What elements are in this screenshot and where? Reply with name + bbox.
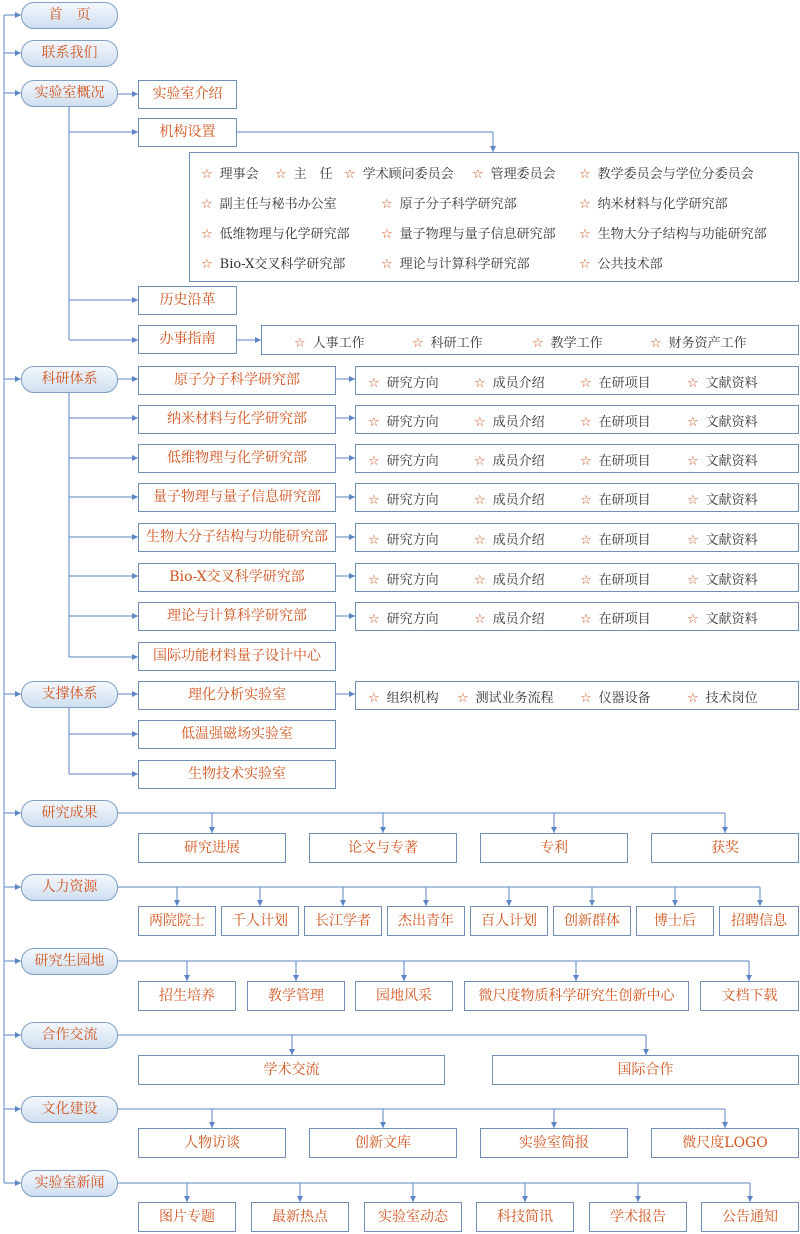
star-icon: ☆ (201, 257, 213, 272)
star-icon: ☆ (275, 167, 287, 182)
dept-items-panel (355, 602, 799, 631)
nav-results[interactable]: 研究成果 (21, 800, 118, 827)
dept-sub-item[interactable]: ☆ 文献资料 (687, 533, 758, 548)
star-icon: ☆ (580, 573, 592, 588)
star-icon: ☆ (687, 573, 699, 588)
star-icon: ☆ (579, 257, 591, 272)
dept-sub-item[interactable]: ☆ 成员介绍 (474, 376, 545, 391)
nav-overview[interactable]: 实验室概况 (21, 80, 118, 107)
news-link[interactable]: 图片专题 (138, 1202, 236, 1232)
support-lab-link[interactable]: 生物技术实验室 (138, 760, 336, 789)
star-icon: ☆ (368, 415, 380, 430)
dept-sub-item[interactable]: ☆ 文献资料 (687, 376, 758, 391)
dept-sub-item[interactable]: ☆ 成员介绍 (474, 493, 545, 508)
overview-org-link[interactable]: 机构设置 (138, 118, 237, 147)
research-dept-link[interactable]: 生物大分子结构与功能研究部 (138, 523, 336, 552)
star-icon: ☆ (579, 197, 591, 212)
research-dept-link[interactable]: 原子分子科学研究部 (138, 366, 336, 395)
star-icon: ☆ (368, 691, 380, 706)
dept-items-panel (355, 483, 799, 512)
dept-sub-item[interactable]: ☆ 在研项目 (580, 415, 651, 430)
dept-sub-item[interactable]: ☆ 文献资料 (687, 454, 758, 469)
nav-support[interactable]: 支撑体系 (21, 681, 118, 708)
dept-sub-item[interactable]: ☆ 在研项目 (580, 533, 651, 548)
nav-research[interactable]: 科研体系 (21, 366, 118, 393)
star-icon: ☆ (580, 376, 592, 391)
star-icon: ☆ (474, 493, 486, 508)
hr-link[interactable]: 长江学者 (304, 906, 382, 936)
coop-academic-link[interactable]: 学术交流 (138, 1055, 445, 1085)
lab-sub-item[interactable]: ☆ 组织机构 (368, 691, 439, 706)
dept-sub-item[interactable]: ☆ 研究方向 (368, 454, 439, 469)
grad-link[interactable]: 园地风采 (355, 981, 453, 1011)
guide-item[interactable]: ☆ 科研工作 (412, 336, 483, 351)
dept-sub-item[interactable]: ☆ 研究方向 (368, 493, 439, 508)
results-progress-link[interactable]: 研究进展 (138, 833, 286, 863)
dept-sub-item[interactable]: ☆ 成员介绍 (474, 612, 545, 627)
nav-coop[interactable]: 合作交流 (21, 1022, 118, 1049)
culture-link[interactable]: 实验室简报 (480, 1128, 628, 1158)
star-icon: ☆ (687, 454, 699, 469)
news-link[interactable]: 科技简讯 (476, 1202, 574, 1232)
star-icon: ☆ (532, 336, 544, 351)
guide-panel (261, 325, 799, 355)
dept-sub-item[interactable]: ☆ 研究方向 (368, 376, 439, 391)
star-icon: ☆ (580, 691, 592, 706)
nav-contact[interactable]: 联系我们 (21, 40, 118, 67)
dept-sub-item[interactable]: ☆ 研究方向 (368, 612, 439, 627)
lab-sub-item[interactable]: ☆ 仪器设备 (580, 691, 651, 706)
nav-grad[interactable]: 研究生园地 (21, 948, 118, 975)
overview-history-link[interactable]: 历史沿革 (138, 286, 237, 315)
results-patents-link[interactable]: 专利 (480, 833, 628, 863)
org-item[interactable]: ☆ 低维物理与化学研究部 (201, 227, 350, 242)
news-link[interactable]: 实验室动态 (364, 1202, 462, 1232)
research-center-link[interactable]: 国际功能材料量子设计中心 (138, 642, 336, 671)
hr-link[interactable]: 创新群体 (553, 906, 631, 936)
star-icon: ☆ (474, 612, 486, 627)
nav-home[interactable]: 首 页 (21, 2, 118, 29)
nav-hr[interactable]: 人力资源 (21, 874, 118, 901)
star-icon: ☆ (201, 167, 213, 182)
grad-link[interactable]: 教学管理 (247, 981, 345, 1011)
star-icon: ☆ (201, 227, 213, 242)
star-icon: ☆ (687, 376, 699, 391)
hr-link[interactable]: 两院院士 (138, 906, 216, 936)
grad-link[interactable]: 招生培养 (138, 981, 236, 1011)
star-icon: ☆ (474, 415, 486, 430)
dept-sub-item[interactable]: ☆ 文献资料 (687, 415, 758, 430)
results-papers-link[interactable]: 论文与专著 (309, 833, 457, 863)
dept-items-panel (355, 366, 799, 395)
org-item[interactable]: ☆ Bio-X交叉科学研究部 (201, 257, 346, 272)
star-icon: ☆ (650, 336, 662, 351)
dept-sub-item[interactable]: ☆ 研究方向 (368, 573, 439, 588)
support-lab-link[interactable]: 低温强磁场实验室 (138, 720, 336, 749)
org-item[interactable]: ☆ 副主任与秘书办公室 (201, 197, 337, 212)
hr-link[interactable]: 百人计划 (470, 906, 548, 936)
star-icon: ☆ (412, 336, 424, 351)
dept-sub-item[interactable]: ☆ 在研项目 (580, 612, 651, 627)
org-item[interactable]: ☆ 学术顾问委员会 (344, 167, 454, 182)
dept-sub-item[interactable]: ☆ 成员介绍 (474, 573, 545, 588)
star-icon: ☆ (474, 376, 486, 391)
org-item[interactable]: ☆ 生物大分子结构与功能研究部 (579, 227, 767, 242)
news-link[interactable]: 最新热点 (251, 1202, 349, 1232)
org-item[interactable]: ☆ 理事会 (201, 167, 259, 182)
star-icon: ☆ (579, 167, 591, 182)
star-icon: ☆ (687, 691, 699, 706)
org-item[interactable]: ☆ 公共技术部 (579, 257, 663, 272)
star-icon: ☆ (580, 454, 592, 469)
star-icon: ☆ (344, 167, 356, 182)
org-item[interactable]: ☆ 量子物理与量子信息研究部 (381, 227, 556, 242)
research-dept-link[interactable]: 量子物理与量子信息研究部 (138, 483, 336, 512)
dept-sub-item[interactable]: ☆ 文献资料 (687, 493, 758, 508)
guide-item[interactable]: ☆ 人事工作 (294, 336, 365, 351)
org-item[interactable]: ☆ 理论与计算科学研究部 (381, 257, 530, 272)
org-item[interactable]: ☆ 教学委员会与学位分委员会 (579, 167, 754, 182)
star-icon: ☆ (368, 454, 380, 469)
dept-sub-item[interactable]: ☆ 在研项目 (580, 493, 651, 508)
lab-items-panel (355, 681, 799, 710)
lab-sub-item[interactable]: ☆ 技术岗位 (687, 691, 758, 706)
support-lab-link[interactable]: 理化分析实验室 (138, 681, 336, 710)
dept-items-panel (355, 523, 799, 552)
dept-sub-item[interactable]: ☆ 研究方向 (368, 533, 439, 548)
research-dept-link[interactable]: 纳米材料与化学研究部 (138, 405, 336, 434)
star-icon: ☆ (580, 533, 592, 548)
results-awards-link[interactable]: 获奖 (651, 833, 799, 863)
dept-items-panel (355, 444, 799, 473)
star-icon: ☆ (580, 415, 592, 430)
dept-sub-item[interactable]: ☆ 成员介绍 (474, 454, 545, 469)
coop-international-link[interactable]: 国际合作 (492, 1055, 799, 1085)
star-icon: ☆ (368, 376, 380, 391)
dept-sub-item[interactable]: ☆ 成员介绍 (474, 533, 545, 548)
star-icon: ☆ (381, 227, 393, 242)
star-icon: ☆ (580, 493, 592, 508)
star-icon: ☆ (474, 573, 486, 588)
research-dept-link[interactable]: Bio-X交叉科学研究部 (138, 563, 336, 592)
dept-items-panel (355, 563, 799, 592)
dept-sub-item[interactable]: ☆ 文献资料 (687, 612, 758, 627)
dept-sub-item[interactable]: ☆ 文献资料 (687, 573, 758, 588)
star-icon: ☆ (687, 533, 699, 548)
research-dept-link[interactable]: 理论与计算科学研究部 (138, 602, 336, 631)
star-icon: ☆ (381, 197, 393, 212)
culture-link[interactable]: 微尺度LOGO (651, 1128, 799, 1158)
star-icon: ☆ (474, 454, 486, 469)
hr-link[interactable]: 博士后 (636, 906, 714, 936)
news-link[interactable]: 公告通知 (701, 1202, 799, 1232)
guide-item[interactable]: ☆ 教学工作 (532, 336, 603, 351)
star-icon: ☆ (580, 612, 592, 627)
culture-link[interactable]: 创新文库 (309, 1128, 457, 1158)
star-icon: ☆ (457, 691, 469, 706)
news-link[interactable]: 学术报告 (589, 1202, 687, 1232)
dept-sub-item[interactable]: ☆ 在研项目 (580, 454, 651, 469)
star-icon: ☆ (368, 533, 380, 548)
lab-sub-item[interactable]: ☆ 测试业务流程 (457, 691, 554, 706)
org-item[interactable]: ☆ 纳米材料与化学研究部 (579, 197, 728, 212)
culture-link[interactable]: 人物访谈 (138, 1128, 286, 1158)
dept-items-panel (355, 405, 799, 434)
grad-link[interactable]: 文档下载 (700, 981, 799, 1011)
hr-link[interactable]: 杰出青年 (387, 906, 465, 936)
research-dept-link[interactable]: 低维物理与化学研究部 (138, 444, 336, 473)
grad-link[interactable]: 微尺度物质科学研究生创新中心 (464, 981, 689, 1011)
nav-news[interactable]: 实验室新闻 (21, 1170, 118, 1197)
dept-sub-item[interactable]: ☆ 研究方向 (368, 415, 439, 430)
dept-sub-item[interactable]: ☆ 成员介绍 (474, 415, 545, 430)
star-icon: ☆ (687, 493, 699, 508)
hr-link[interactable]: 招聘信息 (719, 906, 799, 936)
overview-guide-link[interactable]: 办事指南 (138, 325, 237, 354)
star-icon: ☆ (368, 493, 380, 508)
star-icon: ☆ (368, 612, 380, 627)
star-icon: ☆ (474, 533, 486, 548)
star-icon: ☆ (201, 197, 213, 212)
star-icon: ☆ (687, 415, 699, 430)
star-icon: ☆ (579, 227, 591, 242)
overview-intro-link[interactable]: 实验室介绍 (138, 80, 237, 109)
hr-link[interactable]: 千人计划 (221, 906, 299, 936)
org-structure-panel (189, 152, 799, 282)
star-icon: ☆ (368, 573, 380, 588)
nav-culture[interactable]: 文化建设 (21, 1096, 118, 1123)
guide-item[interactable]: ☆ 财务资产工作 (650, 336, 747, 351)
dept-sub-item[interactable]: ☆ 在研项目 (580, 376, 651, 391)
org-item[interactable]: ☆ 原子分子科学研究部 (381, 197, 517, 212)
star-icon: ☆ (294, 336, 306, 351)
org-item[interactable]: ☆ 主 任 (275, 167, 333, 182)
dept-sub-item[interactable]: ☆ 在研项目 (580, 573, 651, 588)
star-icon: ☆ (381, 257, 393, 272)
star-icon: ☆ (687, 612, 699, 627)
star-icon: ☆ (472, 167, 484, 182)
org-item[interactable]: ☆ 管理委员会 (472, 167, 556, 182)
